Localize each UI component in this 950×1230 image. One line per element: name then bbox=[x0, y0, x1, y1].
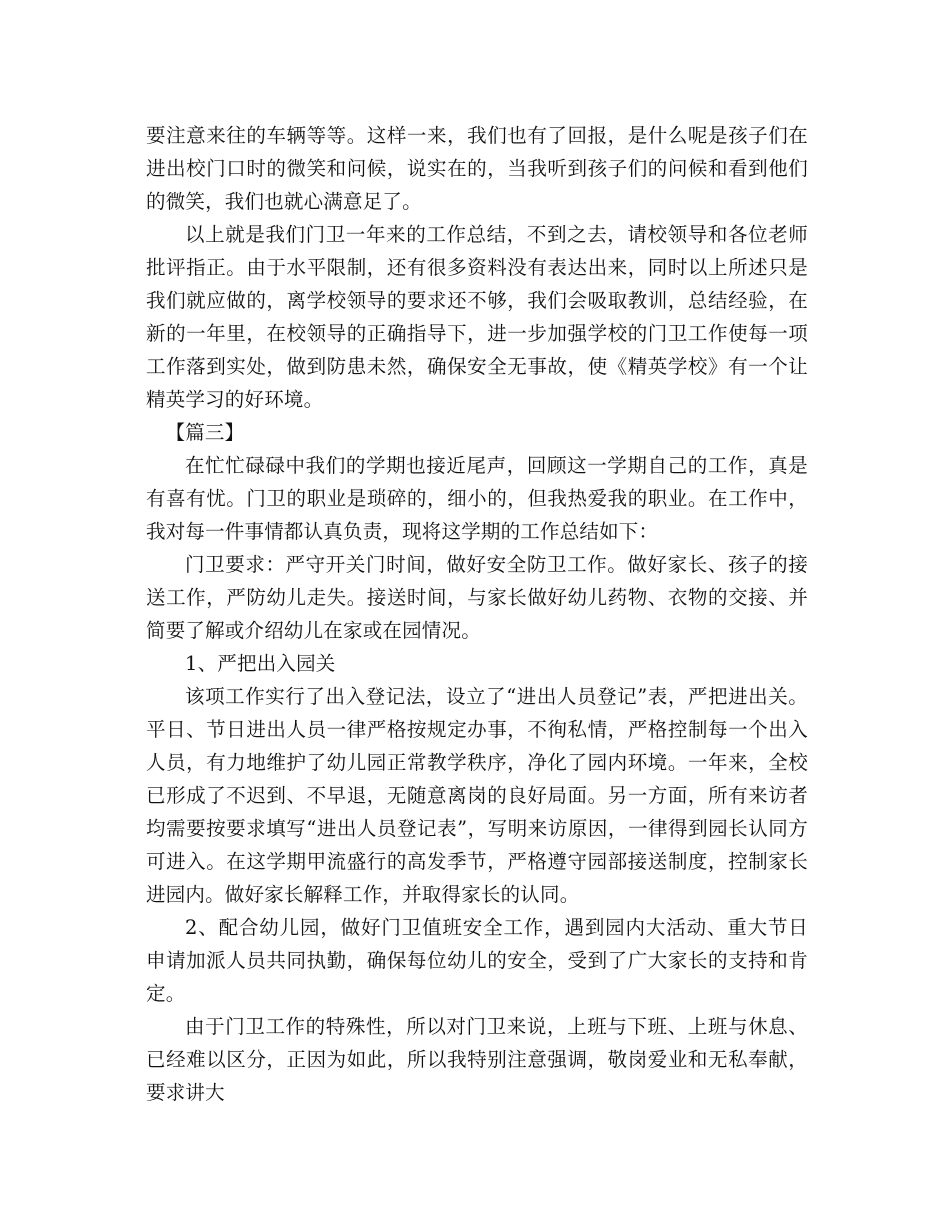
paragraph-registration: 该项工作实行了出入登记法，设立了“进出人员登记”表，严把进出关。平日、节日进出人员一律严格按规定办事，不徇私情，严格控制每一个出入人员，有力地维护了幼儿园正常教学秩序，净化了园内环境。一年来，全校已形成了不迟到、不早退，无随意离岗的良好局面。另一方面，所有来访者均需要按要求填写“进出人员登记表”，写明来访原因，一律得到园长认同方可进入。在这学期甲流盛行的高发季节，严格遵守园部接送制度，控制家长进园内。做好家长解释工作，并取得家长的认同。 bbox=[146, 685, 808, 906]
paragraph-continuation: 要注意来往的车辆等等。这样一来，我们也有了回报，是什么呢是孩子们在进出校门口时的微笑和问候，说实在的，当我听到孩子们的问候和看到他们的微笑，我们也就心满意足了。 bbox=[146, 124, 808, 213]
paragraph-requirements: 门卫要求：严守开关门时间，做好安全防卫工作。做好家长、孩子的接送工作，严防幼儿走失。接送时间，与家长做好幼儿药物、衣物的交接、并简要了解或介绍幼儿在家或在园情况。 bbox=[146, 553, 808, 642]
list-heading-1: 1、严把出入园关 bbox=[185, 652, 336, 675]
paragraph-summary-closing: 以上就是我们门卫一年来的工作总结，不到之去，请校领导和各位老师批评指正。由于水平限制，还有很多资料没有表达出来，同时以上所述只是我们就应做的，离学校领导的要求还不够，我们会吸取教训，总结经验，在新的一年里，在校领导的正确指导下，进一步加强学校的门卫工作使每一项工作落到实处，做到防患未然，确保安全无事故，使《精英学校》有一个让精英学习的好环境。 bbox=[146, 223, 808, 411]
paragraph-intro: 在忙忙碌碌中我们的学期也接近尾声，回顾这一学期自己的工作，真是有喜有忧。门卫的职业是琐碎的，细小的，但我热爱我的职业。在工作中，我对每一件事情都认真负责，现将这学期的工作总结如下： bbox=[146, 454, 808, 543]
section-heading: 【篇三】 bbox=[165, 421, 245, 444]
list-item-2: 2、配合幼儿园，做好门卫值班安全工作，遇到园内大活动、重大节日申请加派人员共同执勤，确保每位幼儿的安全，受到了广大家长的支持和肯定。 bbox=[146, 916, 808, 1005]
paragraph-dedication: 由于门卫工作的特殊性，所以对门卫来说，上班与下班、上班与休息、已经难以区分，正因为如此，所以我特别注意强调，敬岗爱业和无私奉献，要求讲大 bbox=[146, 1015, 808, 1104]
document-body bbox=[146, 119, 808, 1109]
